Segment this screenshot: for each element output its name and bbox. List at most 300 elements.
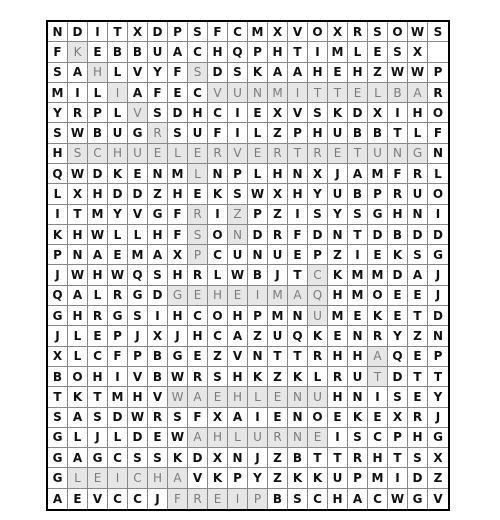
grid-cell[interactable]: U — [408, 184, 428, 204]
grid-cell[interactable]: M — [248, 22, 268, 42]
grid-cell[interactable]: E — [368, 245, 388, 265]
grid-cell[interactable]: N — [48, 22, 68, 42]
grid-cell[interactable]: A — [68, 408, 88, 428]
grid-cell[interactable]: E — [408, 286, 428, 306]
grid-cell[interactable]: P — [228, 164, 248, 184]
grid-cell[interactable]: G — [48, 306, 68, 326]
grid-cell[interactable]: D — [388, 367, 408, 387]
grid-cell[interactable]: S — [408, 448, 428, 468]
grid-cell[interactable]: H — [128, 387, 148, 407]
grid-cell[interactable]: Z — [268, 468, 288, 488]
grid-cell[interactable]: S — [348, 205, 368, 225]
grid-cell[interactable]: T — [348, 144, 368, 164]
grid-cell[interactable]: K — [108, 164, 128, 184]
grid-cell[interactable]: W — [168, 387, 188, 407]
grid-cell[interactable]: I — [388, 103, 408, 123]
grid-cell[interactable]: H — [88, 265, 108, 285]
grid-cell[interactable]: H — [48, 144, 68, 164]
grid-cell[interactable]: B — [388, 83, 408, 103]
grid-cell[interactable]: L — [108, 225, 128, 245]
grid-cell[interactable]: U — [148, 42, 168, 62]
grid-cell[interactable]: H — [368, 448, 388, 468]
grid-cell[interactable]: E — [388, 306, 408, 326]
grid-cell[interactable]: J — [328, 164, 348, 184]
grid-cell[interactable]: G — [428, 428, 448, 448]
grid-cell[interactable]: L — [168, 144, 188, 164]
grid-cell[interactable]: V — [288, 22, 308, 42]
grid-cell[interactable]: K — [208, 184, 228, 204]
grid-cell[interactable]: H — [308, 123, 328, 143]
grid-cell[interactable]: R — [408, 408, 428, 428]
grid-cell[interactable]: S — [168, 123, 188, 143]
grid-cell[interactable]: B — [368, 123, 388, 143]
grid-cell[interactable]: G — [408, 489, 428, 509]
grid-cell[interactable]: L — [88, 83, 108, 103]
grid-cell[interactable]: N — [148, 164, 168, 184]
grid-cell[interactable]: E — [328, 326, 348, 346]
grid-cell[interactable]: C — [368, 428, 388, 448]
grid-cell[interactable]: S — [188, 22, 208, 42]
grid-cell[interactable]: H — [208, 286, 228, 306]
grid-cell[interactable]: Z — [268, 123, 288, 143]
grid-cell[interactable]: T — [388, 448, 408, 468]
grid-cell[interactable]: L — [368, 83, 388, 103]
grid-cell[interactable]: U — [348, 367, 368, 387]
grid-cell[interactable]: C — [368, 489, 388, 509]
grid-cell[interactable]: C — [308, 489, 328, 509]
grid-cell[interactable]: M — [88, 205, 108, 225]
grid-cell[interactable]: A — [48, 489, 68, 509]
grid-cell[interactable]: E — [348, 83, 368, 103]
grid-cell[interactable]: T — [308, 448, 328, 468]
grid-cell[interactable]: C — [128, 468, 148, 488]
grid-cell[interactable]: N — [288, 164, 308, 184]
grid-cell[interactable]: G — [128, 123, 148, 143]
grid-cell[interactable]: H — [328, 347, 348, 367]
grid-cell[interactable]: F — [168, 225, 188, 245]
grid-cell[interactable]: P — [48, 245, 68, 265]
grid-cell[interactable]: W — [228, 265, 248, 285]
grid-cell[interactable]: H — [88, 184, 108, 204]
grid-cell[interactable]: D — [168, 103, 188, 123]
grid-cell[interactable]: B — [88, 123, 108, 143]
grid-cell[interactable]: E — [68, 489, 88, 509]
grid-cell[interactable]: E — [188, 286, 208, 306]
grid-cell[interactable]: G — [48, 468, 68, 488]
grid-cell[interactable]: A — [228, 326, 248, 346]
grid-cell[interactable]: J — [48, 265, 68, 285]
grid-cell[interactable]: U — [188, 123, 208, 143]
grid-cell[interactable]: R — [388, 184, 408, 204]
grid-cell[interactable]: P — [308, 245, 328, 265]
grid-cell[interactable]: E — [408, 347, 428, 367]
grid-cell[interactable]: M — [368, 468, 388, 488]
grid-cell[interactable]: G — [428, 245, 448, 265]
grid-cell[interactable]: Y — [108, 205, 128, 225]
grid-cell[interactable]: S — [48, 63, 68, 83]
grid-cell[interactable]: Q — [128, 265, 148, 285]
grid-cell[interactable]: H — [168, 306, 188, 326]
grid-cell[interactable]: A — [368, 347, 388, 367]
grid-cell[interactable]: R — [188, 489, 208, 509]
grid-cell[interactable]: W — [68, 265, 88, 285]
grid-cell[interactable]: X — [408, 42, 428, 62]
grid-cell[interactable]: P — [88, 103, 108, 123]
grid-cell[interactable]: R — [268, 144, 288, 164]
grid-cell[interactable]: C — [308, 265, 328, 285]
grid-cell[interactable]: E — [128, 164, 148, 184]
grid-cell[interactable]: T — [268, 347, 288, 367]
grid-cell[interactable]: R — [428, 83, 448, 103]
grid-cell[interactable]: W — [248, 184, 268, 204]
grid-cell[interactable]: A — [288, 63, 308, 83]
grid-cell[interactable]: N — [428, 144, 448, 164]
grid-cell[interactable]: L — [208, 265, 228, 285]
grid-cell[interactable]: E — [228, 286, 248, 306]
grid-cell[interactable]: C — [128, 489, 148, 509]
grid-cell[interactable]: I — [428, 205, 448, 225]
grid-cell[interactable]: B — [388, 225, 408, 245]
grid-cell[interactable]: T — [288, 265, 308, 285]
grid-cell[interactable]: U — [368, 144, 388, 164]
grid-cell[interactable]: M — [348, 265, 368, 285]
grid-cell[interactable]: H — [348, 63, 368, 83]
grid-cell[interactable]: H — [88, 367, 108, 387]
grid-cell[interactable]: S — [308, 103, 328, 123]
grid-cell[interactable]: U — [328, 123, 348, 143]
grid-cell[interactable]: S — [228, 63, 248, 83]
grid-cell[interactable]: A — [188, 428, 208, 448]
grid-cell[interactable]: E — [188, 347, 208, 367]
grid-cell[interactable]: J — [268, 265, 288, 285]
grid-cell[interactable]: I — [368, 387, 388, 407]
grid-cell[interactable]: B — [108, 42, 128, 62]
grid-cell[interactable]: K — [168, 448, 188, 468]
grid-cell[interactable]: D — [188, 448, 208, 468]
grid-cell[interactable]: R — [268, 428, 288, 448]
grid-cell[interactable]: H — [188, 326, 208, 346]
grid-cell[interactable]: I — [308, 42, 328, 62]
grid-cell[interactable]: A — [228, 408, 248, 428]
grid-cell[interactable]: S — [308, 205, 328, 225]
grid-cell[interactable]: P — [388, 428, 408, 448]
grid-cell[interactable]: L — [228, 428, 248, 448]
grid-cell[interactable]: K — [388, 245, 408, 265]
grid-cell[interactable]: X — [388, 408, 408, 428]
grid-cell[interactable]: L — [108, 103, 128, 123]
grid-cell[interactable]: A — [148, 245, 168, 265]
grid-cell[interactable]: T — [328, 448, 348, 468]
grid-cell[interactable]: L — [68, 428, 88, 448]
grid-cell[interactable]: T — [408, 367, 428, 387]
grid-cell[interactable]: C — [208, 103, 228, 123]
grid-cell[interactable]: W — [88, 225, 108, 245]
grid-cell[interactable]: B — [148, 367, 168, 387]
grid-cell[interactable]: L — [88, 286, 108, 306]
grid-cell[interactable]: E — [108, 245, 128, 265]
grid-cell[interactable]: Q — [48, 286, 68, 306]
grid-cell[interactable]: G — [88, 448, 108, 468]
grid-cell[interactable]: C — [188, 42, 208, 62]
grid-cell[interactable]: C — [88, 347, 108, 367]
grid-cell[interactable]: V — [288, 103, 308, 123]
grid-cell[interactable]: R — [348, 22, 368, 42]
grid-cell[interactable]: S — [368, 22, 388, 42]
grid-cell[interactable]: E — [88, 326, 108, 346]
grid-cell[interactable]: J — [48, 326, 68, 346]
grid-cell[interactable]: R — [188, 265, 208, 285]
grid-cell[interactable]: I — [68, 83, 88, 103]
grid-cell[interactable]: D — [128, 428, 148, 448]
grid-cell[interactable]: P — [428, 347, 448, 367]
grid-cell[interactable]: Z — [248, 326, 268, 346]
grid-cell[interactable]: D — [208, 63, 228, 83]
grid-cell[interactable]: E — [288, 245, 308, 265]
grid-cell[interactable]: T — [388, 123, 408, 143]
grid-cell[interactable]: E — [368, 408, 388, 428]
grid-cell[interactable]: F — [188, 408, 208, 428]
grid-cell[interactable]: V — [148, 387, 168, 407]
grid-cell[interactable]: P — [168, 22, 188, 42]
grid-cell[interactable]: N — [288, 306, 308, 326]
grid-cell[interactable]: V — [228, 347, 248, 367]
grid-cell[interactable]: R — [368, 326, 388, 346]
grid-cell[interactable]: Z — [328, 245, 348, 265]
grid-cell[interactable]: E — [328, 63, 348, 83]
grid-cell[interactable]: R — [308, 144, 328, 164]
grid-cell[interactable]: O — [308, 408, 328, 428]
grid-cell[interactable]: C — [208, 326, 228, 346]
grid-cell[interactable]: M — [328, 306, 348, 326]
grid-cell[interactable]: V — [88, 489, 108, 509]
grid-cell[interactable]: I — [288, 83, 308, 103]
grid-cell[interactable]: S — [148, 448, 168, 468]
grid-cell[interactable]: W — [68, 123, 88, 143]
grid-cell[interactable]: J — [428, 408, 448, 428]
grid-cell[interactable]: Y — [328, 205, 348, 225]
grid-cell[interactable]: I — [248, 286, 268, 306]
grid-cell[interactable]: V — [128, 103, 148, 123]
grid-cell[interactable]: E — [348, 306, 368, 326]
grid-cell[interactable]: A — [88, 245, 108, 265]
grid-cell[interactable]: T — [48, 387, 68, 407]
grid-cell[interactable]: J — [248, 448, 268, 468]
grid-cell[interactable]: S — [128, 448, 148, 468]
grid-cell[interactable]: E — [328, 408, 348, 428]
grid-cell[interactable]: V — [128, 367, 148, 387]
grid-cell[interactable]: N — [248, 347, 268, 367]
grid-cell[interactable]: I — [108, 468, 128, 488]
grid-cell[interactable]: E — [88, 468, 108, 488]
grid-cell[interactable]: X — [168, 245, 188, 265]
grid-cell[interactable]: A — [168, 468, 188, 488]
grid-cell[interactable]: H — [68, 225, 88, 245]
grid-cell[interactable]: M — [268, 83, 288, 103]
grid-cell[interactable]: M — [108, 387, 128, 407]
grid-cell[interactable]: X — [68, 184, 88, 204]
grid-cell[interactable]: G — [128, 286, 148, 306]
grid-cell[interactable]: A — [68, 286, 88, 306]
grid-cell[interactable]: R — [148, 408, 168, 428]
grid-cell[interactable]: P — [228, 468, 248, 488]
grid-cell[interactable]: N — [68, 245, 88, 265]
grid-cell[interactable]: F — [168, 63, 188, 83]
grid-cell[interactable]: I — [148, 306, 168, 326]
grid-cell[interactable]: N — [328, 225, 348, 245]
grid-cell[interactable]: K — [308, 326, 328, 346]
grid-cell[interactable]: K — [328, 265, 348, 285]
grid-cell[interactable]: E — [328, 144, 348, 164]
grid-cell[interactable]: S — [68, 144, 88, 164]
grid-cell[interactable]: U — [308, 387, 328, 407]
grid-cell[interactable]: R — [108, 286, 128, 306]
grid-cell[interactable]: X — [148, 326, 168, 346]
grid-cell[interactable]: L — [308, 367, 328, 387]
grid-cell[interactable]: N — [348, 387, 368, 407]
grid-cell[interactable]: I — [348, 245, 368, 265]
grid-cell[interactable]: S — [408, 245, 428, 265]
grid-cell[interactable]: A — [168, 42, 188, 62]
grid-cell[interactable]: E — [268, 387, 288, 407]
grid-cell[interactable]: F — [168, 489, 188, 509]
grid-cell[interactable]: W — [128, 408, 148, 428]
grid-cell[interactable]: W — [408, 63, 428, 83]
grid-cell[interactable]: M — [48, 83, 68, 103]
grid-cell[interactable]: X — [308, 164, 328, 184]
grid-cell[interactable]: J — [128, 326, 148, 346]
grid-cell[interactable]: L — [188, 164, 208, 184]
grid-cell[interactable]: B — [348, 184, 368, 204]
grid-cell[interactable]: E — [208, 489, 228, 509]
grid-cell[interactable]: K — [248, 63, 268, 83]
grid-cell[interactable]: L — [348, 42, 368, 62]
grid-cell[interactable]: Y — [308, 184, 328, 204]
grid-cell[interactable]: S — [388, 42, 408, 62]
grid-cell[interactable]: H — [148, 225, 168, 245]
grid-cell[interactable]: P — [428, 63, 448, 83]
grid-cell[interactable]: S — [188, 63, 208, 83]
grid-cell[interactable]: M — [328, 42, 348, 62]
grid-cell[interactable]: R — [148, 123, 168, 143]
grid-cell[interactable]: D — [408, 468, 428, 488]
grid-cell[interactable]: R — [188, 205, 208, 225]
grid-cell[interactable]: E — [388, 286, 408, 306]
grid-cell[interactable]: N — [288, 408, 308, 428]
grid-cell[interactable]: H — [188, 103, 208, 123]
grid-cell[interactable]: E — [308, 428, 328, 448]
grid-cell[interactable]: L — [248, 123, 268, 143]
grid-cell[interactable]: G — [108, 306, 128, 326]
grid-cell[interactable]: P — [128, 347, 148, 367]
grid-cell[interactable]: R — [328, 367, 348, 387]
grid-cell[interactable]: L — [408, 123, 428, 143]
grid-cell[interactable]: O — [368, 286, 388, 306]
grid-cell[interactable]: W — [168, 428, 188, 448]
grid-cell[interactable]: E — [188, 144, 208, 164]
grid-cell[interactable]: Q — [228, 42, 248, 62]
grid-cell[interactable]: H — [288, 184, 308, 204]
grid-cell[interactable]: C — [188, 83, 208, 103]
grid-cell[interactable] — [428, 42, 448, 62]
grid-cell[interactable]: E — [248, 144, 268, 164]
grid-cell[interactable]: F — [208, 123, 228, 143]
grid-cell[interactable]: H — [108, 144, 128, 164]
grid-cell[interactable]: I — [108, 367, 128, 387]
grid-cell[interactable]: H — [328, 489, 348, 509]
grid-cell[interactable]: X — [428, 448, 448, 468]
grid-cell[interactable]: J — [88, 428, 108, 448]
grid-cell[interactable]: A — [408, 83, 428, 103]
grid-cell[interactable]: R — [68, 103, 88, 123]
grid-cell[interactable]: Z — [208, 347, 228, 367]
grid-cell[interactable]: B — [128, 42, 148, 62]
grid-cell[interactable]: H — [268, 42, 288, 62]
grid-cell[interactable]: D — [368, 225, 388, 245]
grid-cell[interactable]: I — [108, 83, 128, 103]
grid-cell[interactable]: K — [288, 367, 308, 387]
grid-cell[interactable]: O — [428, 103, 448, 123]
grid-cell[interactable]: T — [288, 144, 308, 164]
grid-cell[interactable]: N — [388, 144, 408, 164]
grid-cell[interactable]: S — [88, 408, 108, 428]
grid-cell[interactable]: O — [388, 22, 408, 42]
grid-cell[interactable]: P — [108, 326, 128, 346]
grid-cell[interactable]: L — [108, 428, 128, 448]
grid-cell[interactable]: S — [428, 22, 448, 42]
grid-cell[interactable]: H — [148, 468, 168, 488]
grid-cell[interactable]: W — [388, 63, 408, 83]
grid-cell[interactable]: G — [48, 448, 68, 468]
grid-cell[interactable]: U — [128, 144, 148, 164]
grid-cell[interactable]: S — [168, 408, 188, 428]
grid-cell[interactable]: X — [328, 22, 348, 42]
grid-cell[interactable]: M — [368, 164, 388, 184]
grid-cell[interactable]: D — [428, 306, 448, 326]
grid-cell[interactable]: K — [248, 367, 268, 387]
grid-cell[interactable]: X — [208, 448, 228, 468]
grid-cell[interactable]: O — [68, 367, 88, 387]
grid-cell[interactable]: F — [288, 225, 308, 245]
grid-cell[interactable]: J — [168, 326, 188, 346]
grid-cell[interactable]: H — [268, 164, 288, 184]
grid-cell[interactable]: O — [308, 22, 328, 42]
grid-cell[interactable]: I — [388, 468, 408, 488]
grid-cell[interactable]: C — [228, 22, 248, 42]
grid-cell[interactable]: H — [208, 42, 228, 62]
grid-cell[interactable]: Q — [388, 347, 408, 367]
grid-cell[interactable]: B — [348, 123, 368, 143]
grid-cell[interactable]: B — [248, 265, 268, 285]
grid-cell[interactable]: S — [148, 265, 168, 285]
grid-cell[interactable]: C — [108, 448, 128, 468]
grid-cell[interactable]: S — [48, 408, 68, 428]
grid-cell[interactable]: C — [188, 306, 208, 326]
grid-cell[interactable]: H — [208, 428, 228, 448]
grid-cell[interactable]: A — [68, 448, 88, 468]
grid-cell[interactable]: P — [248, 306, 268, 326]
grid-cell[interactable]: A — [408, 265, 428, 285]
grid-cell[interactable]: U — [108, 123, 128, 143]
grid-cell[interactable]: G — [168, 347, 188, 367]
grid-cell[interactable]: P — [248, 205, 268, 225]
grid-cell[interactable]: K — [208, 468, 228, 488]
grid-cell[interactable]: U — [248, 428, 268, 448]
grid-cell[interactable]: D — [108, 184, 128, 204]
grid-cell[interactable]: E — [268, 408, 288, 428]
grid-cell[interactable]: W — [408, 22, 428, 42]
grid-cell[interactable]: F — [168, 205, 188, 225]
grid-cell[interactable]: X — [268, 103, 288, 123]
